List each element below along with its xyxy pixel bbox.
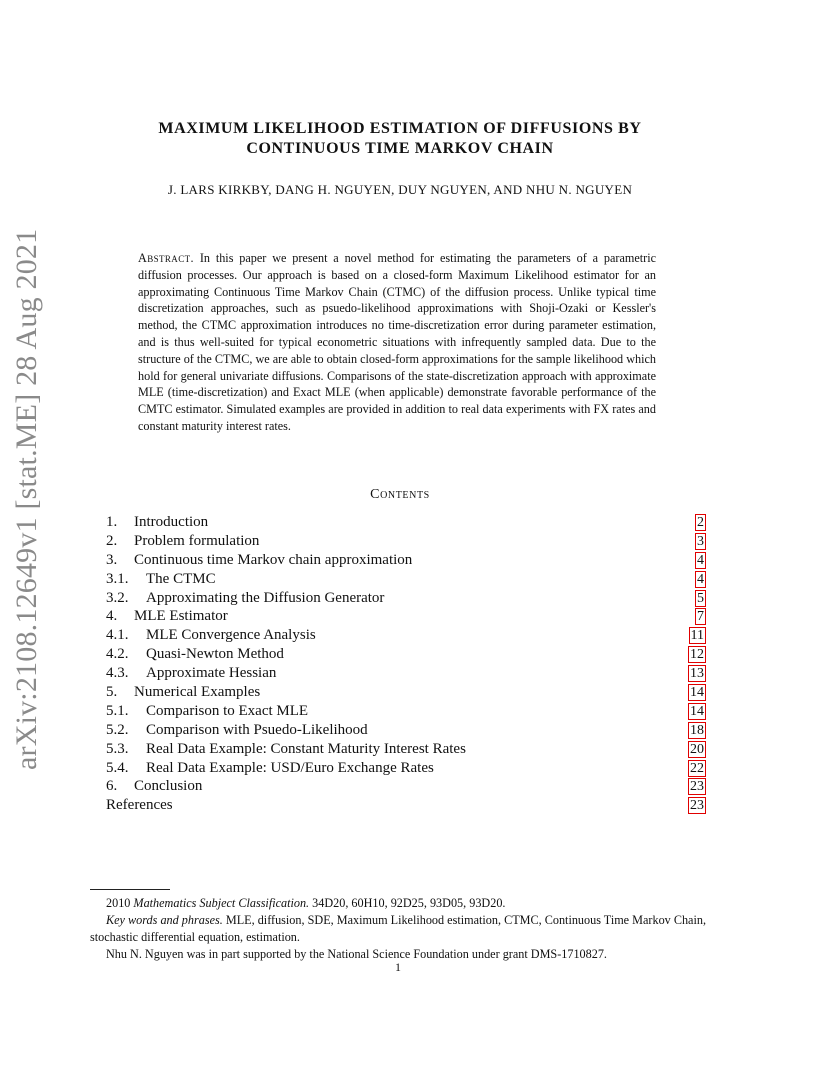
msc-codes: 34D20, 60H10, 92D25, 93D05, 93D20. bbox=[312, 896, 506, 910]
toc-row[interactable] bbox=[106, 702, 706, 721]
toc-section-number: 3. bbox=[106, 551, 118, 568]
toc-row[interactable] bbox=[106, 796, 706, 815]
toc-section-number: 4.1. bbox=[106, 627, 129, 644]
author-list: J. LARS KIRKBY, DANG H. NGUYEN, DUY NGUYEN, AND NHU N. NGUYEN bbox=[167, 182, 633, 197]
toc-section-number: 4. bbox=[106, 608, 118, 625]
toc-section-title: Problem formulation bbox=[134, 532, 260, 549]
toc-section-number: 5. bbox=[106, 684, 118, 701]
toc-section-number: 5.2. bbox=[106, 721, 129, 738]
toc-section-title: Real Data Example: Constant Maturity Interest Rates bbox=[146, 740, 466, 757]
toc-row[interactable] bbox=[106, 589, 706, 608]
toc-row[interactable] bbox=[106, 721, 706, 740]
toc-page-link[interactable]: 5 bbox=[697, 590, 704, 606]
keywords-footnote bbox=[90, 912, 706, 946]
footnotes bbox=[90, 895, 706, 963]
toc-page-link[interactable]: 14 bbox=[690, 703, 704, 719]
toc-section-title: Quasi-Newton Method bbox=[146, 646, 284, 663]
toc-section-title: Approximate Hessian bbox=[146, 665, 277, 682]
toc-page-link[interactable]: 12 bbox=[690, 647, 704, 663]
toc-row[interactable] bbox=[106, 664, 706, 683]
toc-page-link[interactable]: 23 bbox=[690, 779, 704, 795]
toc-page-link[interactable]: 13 bbox=[690, 666, 704, 682]
title-line-2: CONTINUOUS TIME MARKOV CHAIN bbox=[246, 140, 554, 157]
toc-row[interactable] bbox=[106, 607, 706, 626]
toc-section-number: 3.2. bbox=[106, 589, 129, 606]
toc-section-title: Continuous time Markov chain approximation bbox=[134, 551, 413, 568]
toc-row[interactable] bbox=[106, 759, 706, 778]
toc-row[interactable] bbox=[106, 513, 706, 532]
toc-row[interactable] bbox=[106, 551, 706, 570]
toc-page-link[interactable]: 3 bbox=[697, 533, 704, 549]
toc-section-number: 5.4. bbox=[106, 759, 129, 776]
toc-row[interactable] bbox=[106, 683, 706, 702]
toc-page-link[interactable]: 20 bbox=[690, 741, 704, 757]
toc-page-link[interactable]: 2 bbox=[697, 515, 704, 530]
toc-row[interactable] bbox=[106, 777, 706, 796]
toc-page-link[interactable]: 22 bbox=[690, 760, 704, 776]
page-number: 1 bbox=[395, 960, 401, 974]
toc-row[interactable] bbox=[106, 532, 706, 551]
table-of-contents bbox=[106, 513, 706, 815]
toc-section-title: References bbox=[106, 797, 173, 814]
toc-section-number: 5.1. bbox=[106, 702, 129, 719]
msc-footnote bbox=[90, 895, 706, 912]
contents-heading: Contents bbox=[370, 487, 430, 502]
toc-section-number: 2. bbox=[106, 532, 118, 549]
toc-row[interactable] bbox=[106, 645, 706, 664]
toc-section-title: Real Data Example: USD/Euro Exchange Rates bbox=[146, 759, 434, 776]
toc-section-number: 4.3. bbox=[106, 665, 129, 682]
toc-row[interactable] bbox=[106, 740, 706, 759]
toc-section-title: MLE Estimator bbox=[134, 608, 228, 625]
abstract-text: In this paper we present a novel method for estimating the parameters of a parametric diffusion processes. Our approach is based on a closed-form Maximum Likelihood estimator for an approximating Continuous Time Markov Chain (CTMC) of the diffusion process. Unlike typical time discretization approaches, such as psuedo-likelihood approximations with Shoji-Ozaki or Kessler's method, the CTMC approximation introduces no time-discretization error during parameter estimation, and is thus well-suited for typical econometric situations with infrequently sampled data. Due to the structure of the CTMC, we are able to obtain closed-form approximations for the sample likelihood which hold for general univariate diffusions. Comparisons of the state-discretization approach with approximate MLE (time-discretization) and Exact MLE (when applicable) demonstrate favorable performance of the CMTC estimator. Simulated examples are provided in addition to real data experiments with FX rates and constant maturity interest rates. bbox=[138, 251, 656, 433]
footnote-rule bbox=[90, 889, 170, 890]
toc-row[interactable] bbox=[106, 626, 706, 645]
toc-section-title: Numerical Examples bbox=[134, 684, 261, 701]
toc-page-link[interactable]: 14 bbox=[690, 685, 704, 701]
toc-section-number: 5.3. bbox=[106, 740, 129, 757]
paper-title bbox=[100, 119, 700, 159]
msc-year: 2010 bbox=[106, 896, 131, 910]
funding-footnote: Nhu N. Nguyen was in part supported by the National Science Foundation under grant DMS-1710827. bbox=[106, 947, 607, 961]
toc-page-link[interactable]: 4 bbox=[697, 552, 704, 568]
msc-label: Mathematics Subject Classification. bbox=[133, 896, 310, 910]
toc-section-number: 1. bbox=[106, 514, 118, 530]
abstract-label: Abstract. bbox=[138, 251, 194, 265]
toc-section-title: Comparison with Psuedo-Likelihood bbox=[146, 721, 368, 738]
toc-page-link[interactable]: 4 bbox=[697, 571, 704, 587]
toc-section-number: 3.1. bbox=[106, 570, 129, 587]
toc-section-title: Conclusion bbox=[134, 778, 203, 795]
toc-page-link[interactable]: 18 bbox=[690, 722, 704, 738]
toc-page-link[interactable]: 11 bbox=[690, 628, 704, 644]
toc-section-title: MLE Convergence Analysis bbox=[146, 627, 316, 644]
toc-section-title: Approximating the Diffusion Generator bbox=[146, 589, 385, 606]
toc-section-number: 4.2. bbox=[106, 646, 129, 663]
toc-section-number: 6. bbox=[106, 778, 118, 795]
toc-page-link[interactable]: 23 bbox=[690, 798, 704, 814]
abstract bbox=[138, 250, 656, 435]
title-line-1: MAXIMUM LIKELIHOOD ESTIMATION OF DIFFUSIONS BY bbox=[158, 120, 642, 137]
toc-page-link[interactable]: 7 bbox=[697, 609, 704, 625]
toc-section-title: Comparison to Exact MLE bbox=[146, 702, 309, 719]
arxiv-identifier: arXiv:2108.12649v1 [stat.ME] 28 Aug 2021 bbox=[10, 228, 43, 770]
keywords-text: MLE, diffusion, SDE, Maximum Likelihood estimation, CTMC, Continuous Time Markov Chain, stochastic differential equation, estimation. bbox=[90, 913, 706, 944]
toc-section-title: Introduction bbox=[134, 514, 209, 530]
keywords-label: Key words and phrases. bbox=[106, 913, 223, 927]
toc-section-title: The CTMC bbox=[146, 570, 216, 587]
toc-row[interactable] bbox=[106, 570, 706, 589]
